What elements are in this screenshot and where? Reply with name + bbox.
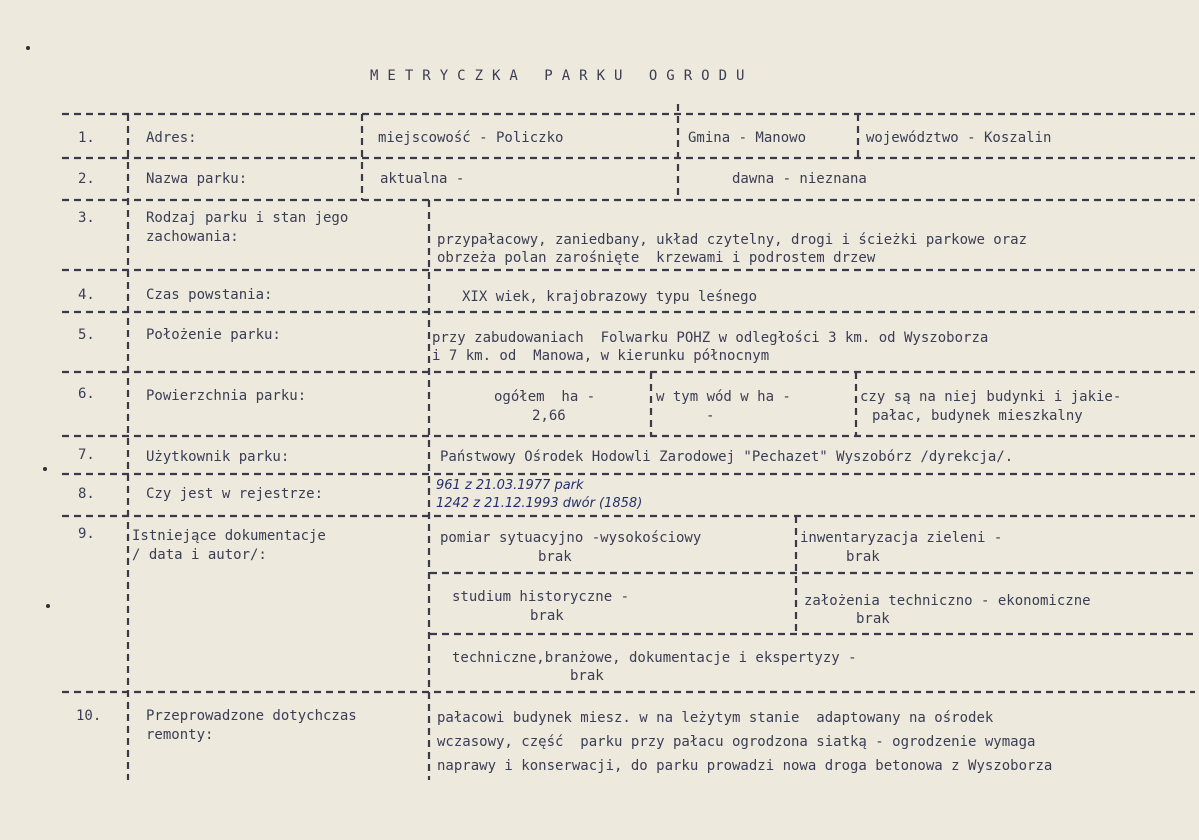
row-label: Rodzaj parku i stan jego bbox=[146, 210, 349, 226]
row-label: zachowania: bbox=[146, 229, 239, 245]
buildings-value: pałac, budynek mieszkalny bbox=[872, 408, 1083, 424]
doc-name: założenia techniczno - ekonomiczne bbox=[804, 593, 1091, 609]
row-value: pałacowi budynek miesz. w na leżytym stanie adaptowany na ośrodek bbox=[437, 710, 994, 726]
doc-name: studium historyczne - bbox=[452, 589, 630, 605]
row-label: Przeprowadzone dotychczas bbox=[146, 708, 357, 724]
doc-name: inwentaryzacja zieleni - bbox=[800, 530, 1003, 546]
total-area-value: 2,66 bbox=[532, 408, 566, 424]
row-label: / data i autor/: bbox=[132, 547, 267, 563]
punch-mark bbox=[43, 467, 47, 471]
row-label: Czas powstania: bbox=[146, 287, 273, 303]
row-value: obrzeża polan zarośnięte krzewami i podrostem drzew bbox=[437, 250, 876, 266]
punch-mark bbox=[26, 46, 30, 50]
row-value: XIX wiek, krajobrazowy typu leśnego bbox=[462, 289, 758, 305]
handwritten-register-entry: 1242 z 21.12.1993 dwór (1858) bbox=[436, 496, 643, 511]
row-number: 8. bbox=[78, 486, 95, 502]
row-number: 4. bbox=[78, 287, 95, 303]
row-value: naprawy i konserwacji, do parku prowadzi nowa droga betonowa z Wyszoborza bbox=[437, 758, 1053, 774]
row-number: 2. bbox=[78, 171, 95, 187]
total-area-label: ogółem ha - bbox=[494, 389, 596, 405]
row-value: wczasowy, część parku przy pałacu ogrodzona siatką - ogrodzenie wymaga bbox=[437, 734, 1036, 750]
row-number: 9. bbox=[78, 526, 95, 542]
commune-cell: Gmina - Manowo bbox=[688, 130, 807, 146]
voivodeship-cell: województwo - Koszalin bbox=[866, 130, 1052, 146]
doc-status: brak bbox=[856, 611, 890, 627]
doc-name: pomiar sytuacyjno -wysokościowy bbox=[440, 530, 702, 546]
row-label: remonty: bbox=[146, 727, 214, 743]
doc-status: brak bbox=[530, 608, 564, 624]
row-value: Państwowy Ośrodek Hodowli Zarodowej "Pechazet" Wyszobórz /dyrekcja/. bbox=[440, 449, 1014, 465]
former-name-cell: dawna - nieznana bbox=[732, 171, 867, 187]
row-label: Adres: bbox=[146, 130, 197, 146]
locality-cell: miejscowość - Policzko bbox=[378, 130, 564, 146]
row-number: 1. bbox=[78, 130, 95, 146]
row-label: Położenie parku: bbox=[146, 327, 281, 343]
row-value: przypałacowy, zaniedbany, układ czytelny, drogi i ścieżki parkowe oraz bbox=[437, 232, 1028, 248]
document-title: METRYCZKA PARKU OGRODU bbox=[370, 68, 754, 84]
row-label: Użytkownik parku: bbox=[146, 449, 290, 465]
doc-status: brak bbox=[538, 549, 572, 565]
row-label: Czy jest w rejestrze: bbox=[146, 486, 324, 502]
row-number: 3. bbox=[78, 210, 95, 226]
row-number: 7. bbox=[78, 447, 95, 463]
doc-name: techniczne,branżowe, dokumentacje i ekspertyzy - bbox=[452, 650, 857, 666]
water-area-value: - bbox=[706, 408, 715, 424]
water-area-label: w tym wód w ha - bbox=[656, 389, 791, 405]
doc-status: brak bbox=[846, 549, 880, 565]
row-label: Powierzchnia parku: bbox=[146, 388, 307, 404]
row-value: i 7 km. od Manowa, w kierunku północnym bbox=[432, 348, 770, 364]
row-value: przy zabudowaniach Folwarku POHZ w odległości 3 km. od Wyszoborza bbox=[432, 330, 989, 346]
current-name-cell: aktualna - bbox=[380, 171, 465, 187]
handwritten-register-entry: 961 z 21.03.1977 park bbox=[436, 478, 584, 493]
row-number: 10. bbox=[76, 708, 102, 724]
row-number: 5. bbox=[78, 327, 95, 343]
row-number: 6. bbox=[78, 386, 95, 402]
doc-status: brak bbox=[570, 668, 604, 684]
punch-mark bbox=[46, 604, 50, 608]
buildings-label: czy są na niej budynki i jakie- bbox=[860, 389, 1122, 405]
row-label: Istniejące dokumentacje bbox=[132, 528, 326, 544]
row-label: Nazwa parku: bbox=[146, 171, 248, 187]
